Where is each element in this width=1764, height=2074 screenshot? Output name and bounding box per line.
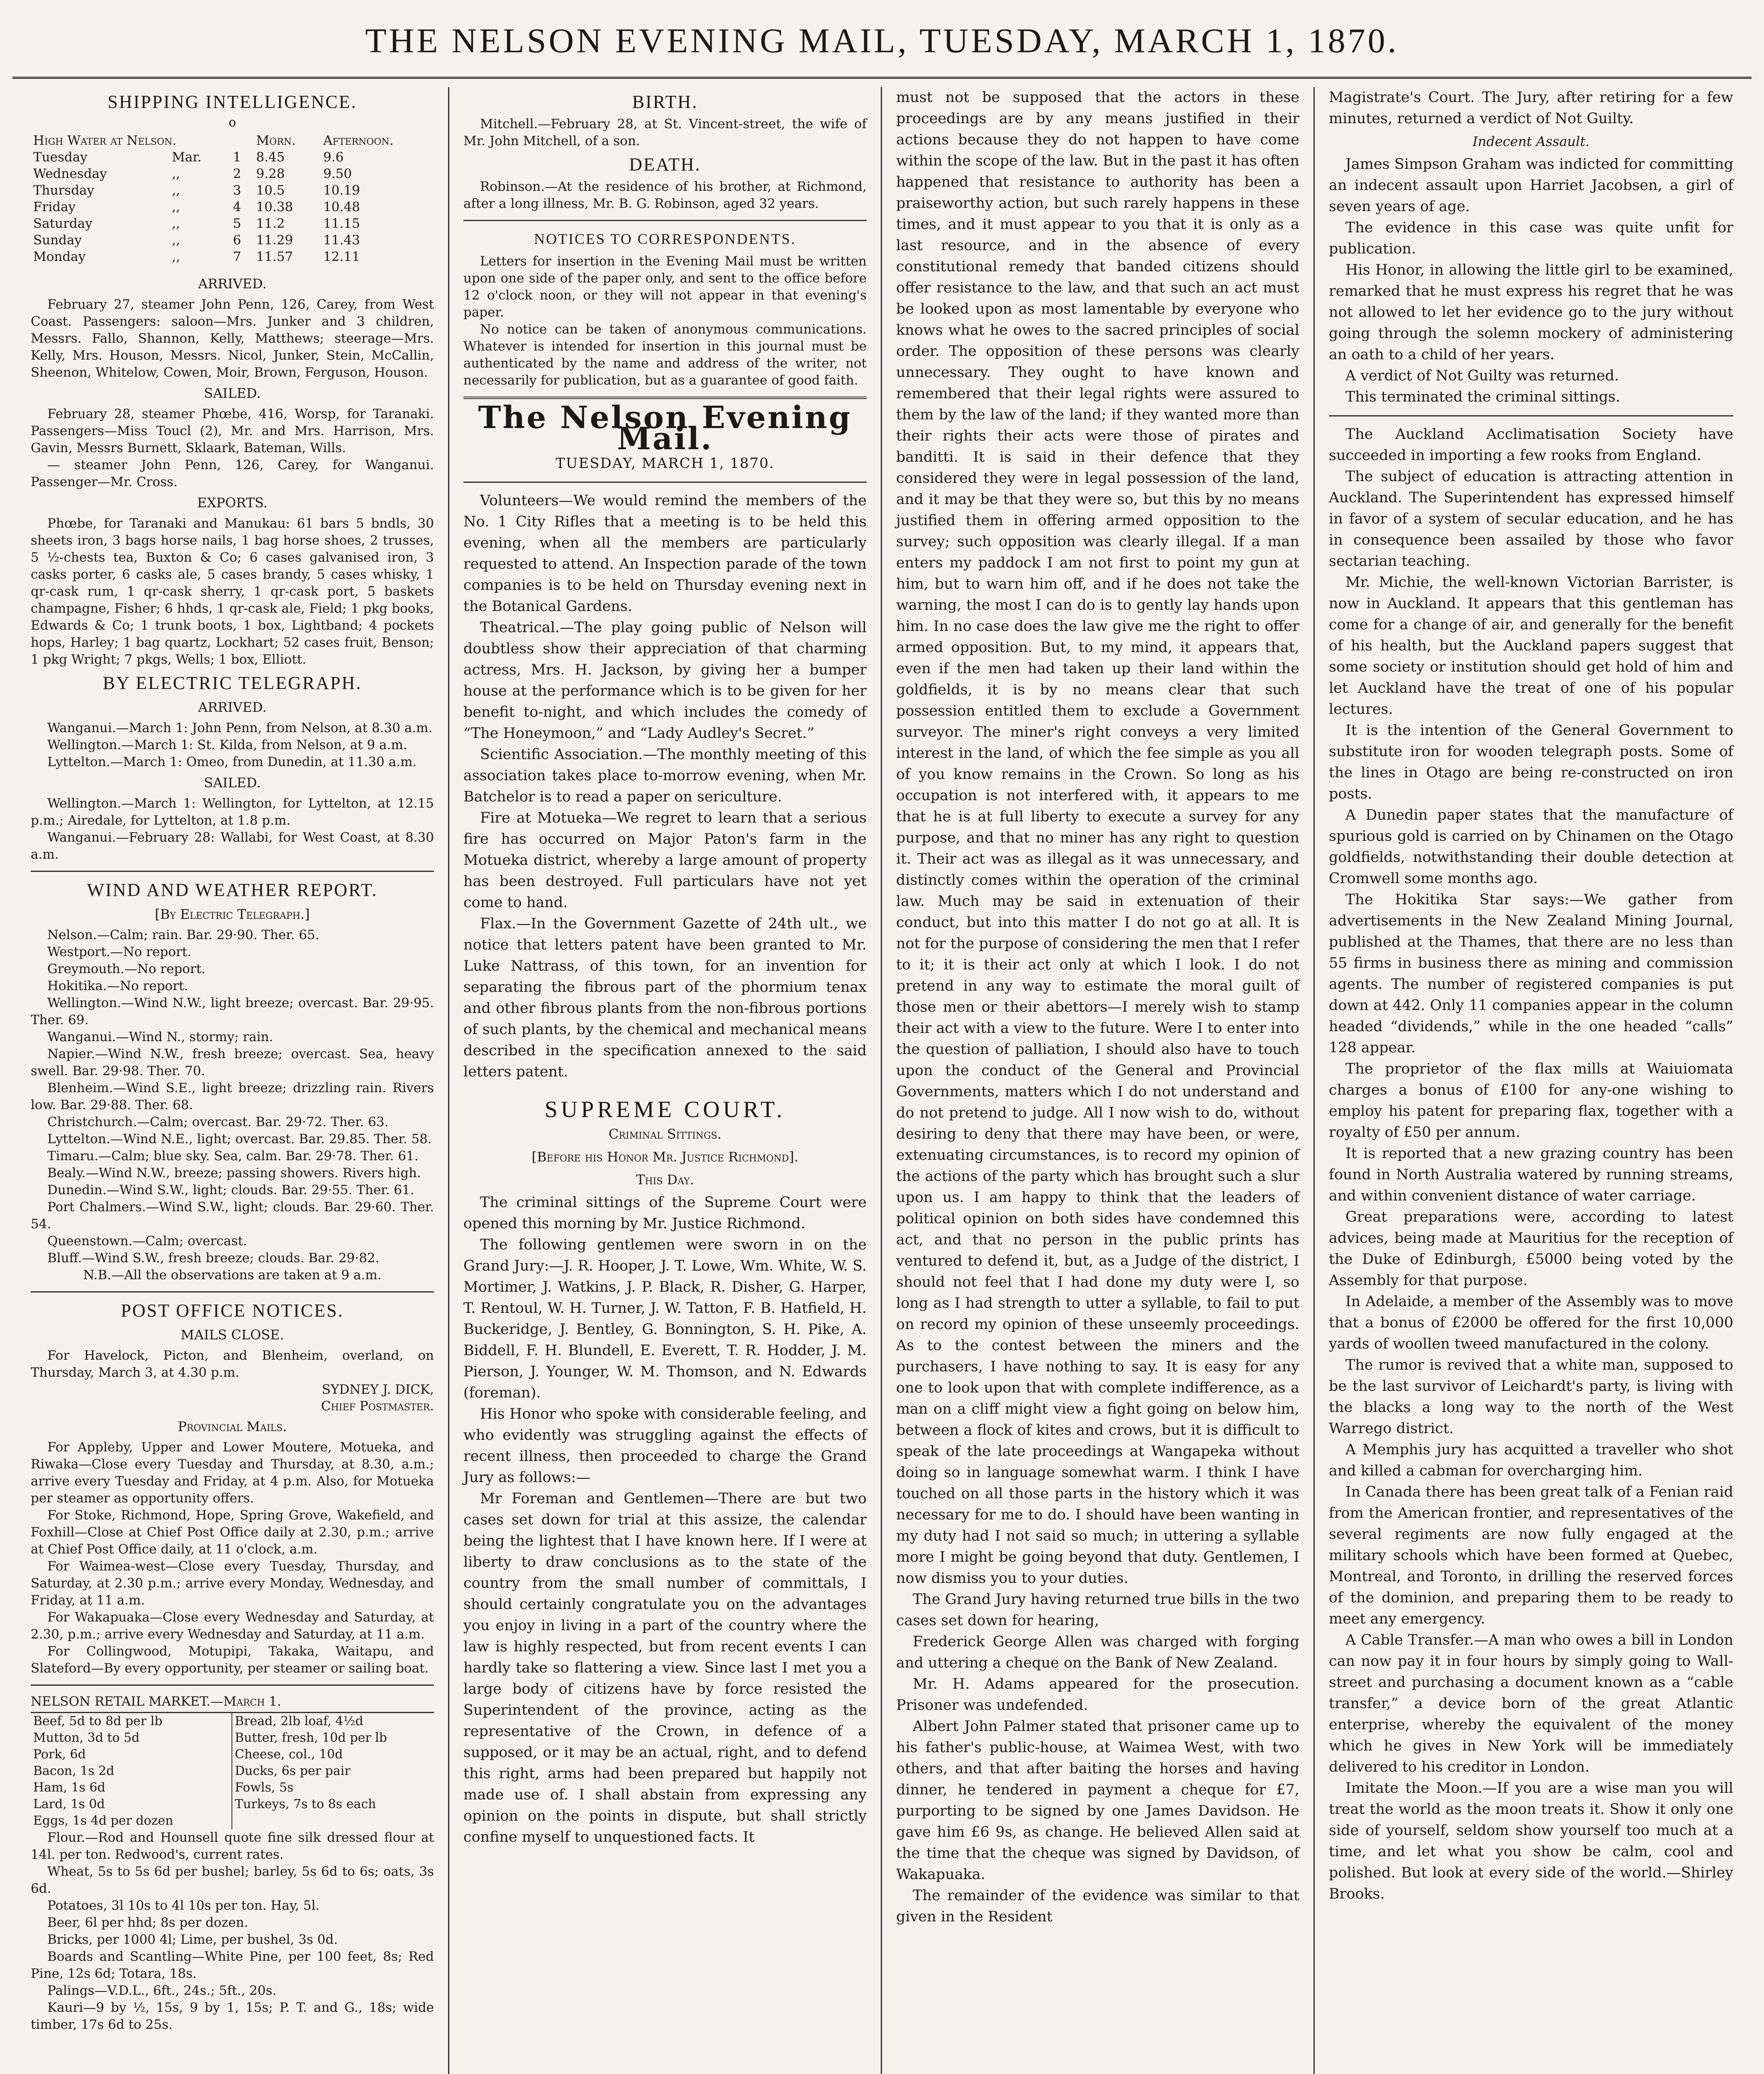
market-grid: [31, 1712, 434, 1829]
weather-entry: Wanganui.—Wind N., stormy; rain.: [47, 1030, 273, 1044]
masthead: THE NELSON EVENING MAIL, TUESDAY, MARCH 1, 1870.: [12, 17, 1752, 79]
notice-text: No notice can be taken of anonymous communications. Whatever is intended for insertion in this journal must be authenticated by the name and address of the writer, not necessarily for publication, but as a guarantee of good faith.: [463, 322, 867, 388]
news-item: Mr. Michie, the well-known Victorian Barrister, is now in Auckland. It appears that this gentleman has come for a change of air, and generally for the benefit of his health, but the Auckland papers suggest that some society or institution should get hold of him and let Auckland have the treat of one of his popular lectures.: [1329, 574, 1733, 718]
weather-entry: Nelson.—Calm; rain. Bar. 29·90. Ther. 65.: [47, 927, 319, 942]
court-paragraph: Magistrate's Court. The Jury, after retiring for a few minutes, returned a verdict of Not Guilty.: [1329, 89, 1733, 127]
tide-header-place: High Water at Nelson.: [33, 133, 177, 148]
column-1: [17, 87, 449, 2074]
market-note: Wheat, 5s to 5s 6d per bushel; barley, 5s 6d to 6s; oats, 3s 6d.: [31, 1864, 434, 1896]
weather-entry: Blenheim.—Wind S.E., light breeze; drizzling rain. Rivers low. Bar. 29·88. Ther. 68.: [31, 1081, 434, 1112]
sailed-label: SAILED.: [204, 385, 261, 401]
market-price: [232, 1813, 434, 1829]
arrived-text: February 27, steamer John Penn, 126, Carey, from West Coast. Passengers: saloon—Mrs. Junker and 3 children, Messrs. Fallo, Shannon, Kelly, Matthews; steerage—Mrs. Kelly, Mrs. Houson, Messrs. Nicol, Junker, Stein, McCallin, Sheenon, Whitelow, Cowen, Moir, Brown, Ferguson, Houson.: [31, 297, 434, 380]
paper-date: TUESDAY, MARCH 1, 1870.: [556, 455, 775, 472]
court-paragraph: James Simpson Graham was indicted for committing an indecent assault upon Harriet Jacobsen, a girl of seven years of age.: [1329, 156, 1733, 215]
telegraph-arrived-1: Wanganui.—March 1: John Penn, from Nelson, at 8.30 a.m.: [47, 721, 433, 735]
column-4: [1315, 87, 1747, 2074]
news-item: The rumor is revived that a white man, supposed to be the last survivor of Leichardt's party, is living with the blacks a long way to the north of the West Warrego district.: [1329, 1357, 1733, 1437]
table-row: Saturday ,, 5 11.2 11.15: [33, 216, 360, 231]
market-note: Boards and Scantling—White Pine, per 100 feet, 8s; Red Pine, 12s 6d; Totara, 18s.: [31, 1949, 434, 1981]
court-this-day: This Day.: [636, 1172, 694, 1188]
death-title: DEATH.: [629, 154, 701, 175]
news-item: Imitate the Moon.—If you are a wise man you will treat the world as the moon treats it. Show it only one side of yourself, seldom show yourself too much at a time, and let what you show be calm, cool and polished. But look at every side of the world.—Shirley Brooks.: [1329, 1780, 1733, 1902]
market-price: Pork, 6d: [31, 1746, 232, 1763]
weather-entry: Lyttelton.—Wind N.E., light; overcast. Bar. 29.85. Ther. 58.: [47, 1132, 432, 1147]
news-item: A Dunedin paper states that the manufacture of spurious gold is carried on by Chinamen on the Otago goldfields, notwithstanding their double detection at Cromwell some months ago.: [1329, 807, 1733, 887]
telegraph-title: BY ELECTRIC TELEGRAPH.: [102, 673, 362, 693]
court-paragraph: His Honor who spoke with considerable feeling, and who evidently was struggling against the effects of recent illness, then proceeded to charge the Grand Jury as follows:—: [463, 1406, 867, 1486]
postmaster-role: Chief Postmaster.: [321, 1399, 434, 1414]
news-item: It is reported that a new grazing country has been found in North Australia watered by running streams, and within convenient distance of water carriage.: [1329, 1145, 1733, 1204]
market-price: Mutton, 3d to 5d: [31, 1730, 232, 1746]
tide-header-afternoon: Afternoon.: [323, 133, 394, 148]
columns: [17, 87, 1747, 2074]
market-note: Beer, 6l per hhd; 8s per dozen.: [47, 1915, 249, 1930]
telegraph-arrived-3: Lyttelton.—March 1: Omeo, from Dunedin, at 11.30 a.m.: [47, 755, 417, 769]
table-row: Monday ,, 7 11.57 12.11: [33, 249, 360, 264]
post-item: For Waimea-west—Close every Tuesday, Thursday, and Saturday, at 2.30 p.m.; arrive every Monday, Wednesday, and Friday, at 11 a.m.: [31, 1559, 434, 1608]
court-paragraph: The following gentlemen were sworn in on the Grand Jury:—J. R. Hooper, J. T. Lowe, Wm. White, W. S. Mortimer, J. Watkins, J. P. Black, R. Disher, G. Harper, T. Rentoul, W. H. Turner, J. W. Tatton, F. B. Hatfield, H. Buckeridge, J. Bentley, G. Bonnington, S. H. Pike, A. Biddell, F. H. Blundell, E. Everett, T. R. Hodder, J. M. Pierson, J. Younger, W. M. Thomson, and N. Edwards (foreman).: [463, 1237, 867, 1401]
notices-title: NOTICES TO CORRESPONDENTS.: [534, 231, 796, 247]
court-paragraph: This terminated the criminal sittings.: [1345, 389, 1620, 405]
weather-entry: Timaru.—Calm; blue sky. Sea, calm. Bar. 29·78. Ther. 61.: [47, 1149, 419, 1164]
section-rule: [463, 397, 867, 399]
market-price: Lard, 1s 0d: [31, 1796, 232, 1813]
death-notice: Robinson.—At the residence of his brother, at Richmond, after a long illness, Mr. B. G. Robinson, aged 32 years.: [463, 179, 867, 211]
weather-title: WIND AND WEATHER REPORT.: [87, 880, 378, 900]
market-note: Potatoes, 3l 10s to 4l 10s per ton. Hay, 5l.: [47, 1898, 320, 1913]
mails-close-label: MAILS CLOSE.: [180, 1327, 284, 1343]
market-price: Ham, 1s 6d: [31, 1779, 232, 1796]
market-note: Kauri—9 by ½, 15s, 9 by 1, 15s; P. T. and G., 18s; wide timber, 17s 6d to 25s.: [31, 2000, 434, 2032]
weather-entry: Wellington.—Wind N.W., light breeze; overcast. Bar. 29·95. Ther. 69.: [31, 996, 434, 1027]
court-paragraph: Albert John Palmer stated that prisoner came up to his father's public-house, at Waimea West, with two others, and that after baiting the horses and having dinner, he tendered in payment a cheque for £7, purporting to be signed by one James Davidson. He gave him £6 9s, as change. He believed Allen said at the time that the cheque was signed by Davidson, of Wakapuaka.: [896, 1718, 1299, 1883]
table-row: Friday ,, 4 10.38 10.48: [33, 200, 360, 214]
post-item: For Collingwood, Motupipi, Takaka, Waitapu, and Slateford—By every opportunity, per steamer or sailing boat.: [31, 1644, 434, 1676]
court-paragraph: The Grand Jury having returned true bills in the two cases set down for hearing,: [896, 1591, 1299, 1629]
market-price: Eggs, 1s 4d per dozen: [31, 1813, 232, 1829]
shipping-title: SHIPPING INTELLIGENCE.: [107, 92, 357, 112]
divider: o: [228, 115, 236, 130]
news-flax: Flax.—In the Government Gazette of 24th ult., we notice that letters patent have been granted to Mr. Luke Nattrass, of this town, for an invention for separating the fibrous part of the phormium tenax and other fibrous plants from the non-fibrous portions of such plants, by the chemical and mechanical means described in the specification annexed to the said letters patent.: [463, 915, 867, 1080]
post-title: POST OFFICE NOTICES.: [121, 1300, 344, 1321]
court-paragraph: The criminal sittings of the Supreme Court were opened this morning by Mr. Justice Richmond.: [463, 1194, 867, 1232]
news-fire: Fire at Motueka—We regret to learn that a serious fire has occurred on Major Paton's farm in the Motueka district, whereby a large amount of property has been destroyed. Full particulars have not yet come to hand.: [463, 810, 867, 911]
court-paragraph: The remainder of the evidence was similar to that given in the Resident: [896, 1887, 1299, 1925]
weather-entry: Napier.—Wind N.W., fresh breeze; overcast. Sea, heavy swell. Bar. 29·98. Ther. 70.: [31, 1047, 434, 1078]
market-title: NELSON RETAIL MARKET.—March 1.: [31, 1694, 281, 1709]
news-item: A Memphis jury has acquitted a traveller who shot and killed a cabman for overcharging him.: [1329, 1441, 1733, 1479]
market-price: Fowls, 5s: [235, 1780, 294, 1795]
post-havelock: For Havelock, Picton, and Blenheim, overland, on Thursday, March 3, at 4.30 p.m.: [31, 1348, 434, 1380]
court-paragraph: Mr Foreman and Gentlemen—There are but two cases set down for trial at this assize, the calendar being the lightest that I have known here. If I were at liberty to draw conclusions as to the state of the country from the small number of committals, I should certainly congratulate you on the advantages you enjoy in living in a part of the country where the law is highly respected, but from recent events I can hardly take so flattering a view. Since last I met you a large body of citizens have by force resisted the Superintendent of the province, acting as the representative of the Crown, in defence of a supposed, or it may be an actual, right, and to defend this right, arms had been prepared but happily not made use of. I shall abstain from expressing any opinion on the points in dispute, but shall strictly confine myself to unquestioned facts. It: [463, 1490, 867, 1845]
postmaster-name: SYDNEY J. DICK,: [322, 1382, 434, 1397]
sailed-text-2: — steamer John Penn, 126, Carey, for Wanganui. Passenger—Mr. Cross.: [31, 458, 434, 489]
telegraph-arrived-label: ARRIVED.: [198, 699, 267, 715]
court-paragraph: His Honor, in allowing the little girl to be examined, remarked that he must express his regret that he was not allowed to let her evidence go to the jury without going through the solemn mockery of administering an oath to a child of her years.: [1329, 262, 1733, 363]
exports-text: Phœbe, for Taranaki and Manukau: 61 bars 5 bndls, 30 sheets iron, 3 bags horse nails, 1 bag horse shoes, 2 trusses, 5 ½-chests tea, Buxton & Co; 6 cases galvanised iron, 3 casks porter, 6 casks ale, 5 cases brandy, 5 cases whisky, 1 qr-cask rum, 1 qr-cask sherry, 1 qr-cask port, 5 baskets champagne, Fisher; 6 hhds, 1 qr-cask ale, Field; 1 pkg books, Edwards & Co; 1 trunk boots, 1 box, Lightband; 4 pockets hops, Harley; 1 bag quartz, Lockhart; 52 cases fruit, Benson; 1 pkg Wright; 7 pkgs, Wells; 1 box, Elliott.: [31, 516, 434, 667]
post-item: For Wakapuaka—Close every Wednesday and Saturday, at 2.30, p.m.; arrive every Wednesday and Saturday, at 11 a.m.: [31, 1610, 434, 1642]
weather-entry: Greymouth.—No report.: [47, 962, 206, 976]
telegraph-sailed-label: SAILED.: [204, 775, 261, 791]
court-paragraph: The evidence in this case was quite unfit for publication.: [1329, 219, 1733, 257]
tide-header-morn: Morn.: [256, 133, 296, 148]
court-paragraph: Frederick George Allen was charged with forging and uttering a cheque on the Bank of New Zealand.: [896, 1633, 1299, 1671]
arrived-label: ARRIVED.: [198, 276, 267, 292]
weather-entry: Dunedin.—Wind S.W., light; clouds. Bar. 29·55. Ther. 61.: [47, 1183, 414, 1198]
court-before: [Before his Honor Mr. Justice Richmond].: [531, 1149, 799, 1165]
news-item: The Auckland Acclimatisation Society have succeeded in importing a few rooks from England.: [1329, 426, 1733, 464]
post-item: For Stoke, Richmond, Hope, Spring Grove, Wakefield, and Foxhill—Close at Chief Post Office daily at 2.30, p.m.; arrive at Chief Post Office daily, at 11 o'clock, a.m.: [31, 1508, 434, 1557]
market-price: Bacon, 1s 2d: [31, 1763, 232, 1779]
weather-entry: Bluff.—Wind S.W., fresh breeze; clouds. Bar. 29·82.: [47, 1251, 380, 1266]
news-theatrical: Theatrical.—The play going public of Nelson will doubtless show their appreciation of that charming actress, Mrs. H. Jackson, by giving her a bumper house at the performance which is to be given for her benefit to-night, and which includes the comedy of “The Honeymoon,” and “Lady Audley's Secret.”: [463, 619, 867, 742]
section-rule: [463, 482, 867, 483]
weather-entry: Westport.—No report.: [47, 944, 192, 959]
weather-entry: Bealy.—Wind N.W., breeze; passing showers. Rivers high.: [47, 1166, 421, 1181]
column-2: [449, 87, 882, 2074]
market-price: Bread, 2lb loaf, 4½d: [235, 1714, 363, 1728]
weather-entry: Queenstown.—Calm; overcast.: [47, 1234, 247, 1249]
weather-entry: Christchurch.—Calm; overcast. Bar. 29·72. Ther. 63.: [47, 1115, 389, 1130]
market-price: Butter, fresh, 10d per lb: [235, 1731, 387, 1745]
table-row: Tuesday Mar. 1 8.45 9.6: [33, 150, 344, 165]
section-rule: [31, 1291, 434, 1293]
notice-text: Letters for insertion in the Evening Mail must be written upon one side of the paper only, and sent to the office before 12 o'clock noon, or they will not appear in that evening's paper.: [463, 254, 867, 320]
birth-notice: Mitchell.—February 28, at St. Vincent-street, the wife of Mr. John Mitchell, of a son.: [463, 117, 867, 148]
tide-table: [31, 132, 434, 265]
court-paragraph: A verdict of Not Guilty was returned.: [1345, 368, 1619, 384]
weather-subtitle: [By Electric Telegraph.]: [155, 906, 310, 922]
news-item: The Hokitika Star says:—We gather from advertisements in the New Zealand Mining Journal, published at the Thames, that there are no less than 55 firms in business there as mining and commission agents. The number of registered companies is put down at 442. Only 11 companies appear in the column headed “dividends,” while in the one headed “calls” 128 appear.: [1329, 891, 1733, 1056]
post-item: For Appleby, Upper and Lower Moutere, Motueka, and Riwaka—Close every Tuesday and Thursday, at 8.30, a.m.; arrive every Tuesday and Friday, at 4 p.m. Also, for Motueka per steamer as opportunity offers.: [31, 1440, 434, 1506]
court-title: SUPREME COURT.: [544, 1097, 786, 1122]
telegraph-sailed-2: Wanganui.—February 28: Wallabi, for West Coast, at 8.30 a.m.: [31, 830, 434, 862]
news-scientific: Scientific Association.—The monthly meeting of this association takes place to-morrow evening, when Mr. Batchelor is to read a paper on sericulture.: [463, 746, 867, 805]
market-price: Beef, 5d to 8d per lb: [31, 1713, 232, 1730]
indecent-title: Indecent Assault.: [1472, 134, 1590, 149]
table-row: Sunday ,, 6 11.29 11.43: [33, 233, 360, 248]
news-item: It is the intention of the General Government to substitute iron for wooden telegraph posts. Some of the lines in Otago are being re-constructed on iron posts.: [1329, 722, 1733, 802]
weather-note: N.B.—All the observations are taken at 9 a.m.: [83, 1268, 382, 1283]
section-rule: [31, 1685, 434, 1686]
news-item: Great preparations were, according to latest advices, being made at Mauritius for the reception of the Duke of Edinburgh, £5000 being voted by the Assembly for that purpose.: [1329, 1209, 1733, 1289]
market-price: Ducks, 6s per pair: [235, 1764, 351, 1778]
provincial-label: Provincial Mails.: [178, 1419, 287, 1434]
exports-label: EXPORTS.: [197, 495, 268, 511]
news-item: A Cable Transfer.—A man who owes a bill in London can now pay it in four hours by simply going to Wall-street and purchasing a document known as a “cable transfer,” a device born of the great Atlantic enterprise, whereby the equivalent of the money which he gives in New York will be immediately delivered to his creditor in London.: [1329, 1632, 1733, 1775]
market-note: Bricks, per 1000 4l; Lime, per bushel, 3s 0d.: [47, 1932, 338, 1947]
weather-entry: Hokitika.—No report.: [47, 979, 188, 993]
section-rule: [463, 220, 867, 221]
news-item: In Canada there has been great talk of a Fenian raid from the American frontier, and representatives of the several regiments are now fully engaged at the military schools which have been formed at Quebec, Montreal, and Toronto, in drilling the reserved forces of the dominion, and preparing them to be ready to meet any emergency.: [1329, 1484, 1733, 1627]
news-volunteers: Volunteers—We would remind the members of the No. 1 City Rifles that a meeting is to be held this evening, when all the members are particularly requested to attend. An Inspection parade of the town companies is to be held on Thursday evening next in the Botanical Gardens.: [463, 492, 867, 615]
market-note: Palings—V.D.L., 6ft., 24s.; 5ft., 20s.: [47, 1983, 277, 1998]
telegraph-arrived-2: Wellington.—March 1: St. Kilda, from Nelson, at 9 a.m.: [47, 738, 407, 752]
market-price: Cheese, col., 10d: [235, 1747, 343, 1762]
table-row: Thursday ,, 3 10.5 10.19: [33, 183, 360, 198]
court-paragraph: Mr. H. Adams appeared for the prosecution. Prisoner was undefended.: [896, 1676, 1299, 1714]
paper-title: The Nelson Evening Mail.: [478, 400, 852, 457]
news-item: In Adelaide, a member of the Assembly was to move that a bonus of £2000 be offered for the first 10,000 yards of woollen tweed manufactured in the colony.: [1329, 1293, 1733, 1352]
weather-entry: Port Chalmers.—Wind S.W., light; clouds. Bar. 29·60. Ther. 54.: [31, 1200, 434, 1232]
market-note: Flour.—Rod and Hounsell quote fine silk dressed flour at 14l. per ton. Redwood's, current rates.: [31, 1830, 434, 1862]
court-criminal: Criminal Sittings.: [608, 1126, 721, 1142]
telegraph-sailed-1: Wellington.—March 1: Wellington, for Lyttelton, at 12.15 p.m.; Airedale, for Lyttelton, at 1.8 p.m.: [31, 796, 434, 828]
section-rule: [31, 871, 434, 872]
section-rule: [1329, 415, 1733, 416]
market-price: Turkeys, 7s to 8s each: [235, 1797, 376, 1811]
news-item: The subject of education is attracting attention in Auckland. The Superintendent has expressed himself in favor of a system of secular education, and he has in consequence been assailed by those who favor sectarian teaching.: [1329, 468, 1733, 570]
birth-title: BIRTH.: [632, 92, 698, 112]
sailed-text-1: February 28, steamer Phœbe, 416, Worsp, for Taranaki. Passengers—Miss Toucl (2), Mr. and Mrs. Harrison, Mrs. Gavin, Messrs Burnett, Sklaark, Bateman, Wills.: [31, 407, 434, 455]
charge-continued: must not be supposed that the actors in these proceedings are by any means justified in their actions because they do not happen to have come within the scope of the law. But in the past it has often happened that resistance to authority has been a praiseworthy action, but such rarely happens in these times, and it must appear to you that it is only as a last resource, and in the absence of every constitutional remedy that banded citizens should offer resistance to the law, and that such an act must be looked upon as most lamentable by everyone who knows what he owes to the sacred principles of social order. The opposition of these persons was clearly unnecessary. They ought to have known and remembered that their legal rights were assured to them by the law of the land; if they wanted more than their rights their acts were those of pirates and banditti. It is said in their defence that they considered they were in legal possession of the land, and it may be that they were so, but this by no means justified them in offering armed opposition to the survey; such opposition was clearly illegal. If a man enters my paddock I am not first to point my gun at him, but to warn him off, and if he does not take the warning, the most I can do is to gently lay hands upon him. In no case does the law give me the right to offer armed opposition. But, to my mind, it appears that, even if the men had taken up their land within the goldfields, it is by no means clear that such possession entitled them to exclude a Government surveyor. The miner's right conveys a very limited interest in the land, of which the fee simple as you all of you know remains in the Crown. So long as his occupation is not interfered with, it appears to me that he is at full liberty to execute a survey for any purpose, and that no miner has any right to question it. Their act was as illegal as it was unnecessary, and distinctly comes within the operation of the criminal law. Much may be said in extenuation of their conduct, but into this matter I do not go at all. It is not for the purpose of considering the men that I refer to it; it is their act only at which I look. I do not pretend in any way to estimate the moral guilt of those men or their abettors—I merely wish to stamp their act with a view to the future. Were I to enter into the question of palliation, I should also have to touch upon the conduct of the General and Provincial Governments, matters which I do not understand and do not pretend to judge. All I now wish to do, without desiring to deny that there may have been, or were, extenuating circumstances, is to record my opinion of the actions of the party which has brought such a slur upon us. I am happy to think that the leaders of political opinion on both sides have condemned this act, and that no person in the public prints has ventured to defend it, but, as a Judge of the district, I should not feel that I had done my duty were I, so long as I had strength to utter a syllable, to fail to put on record my opinion of these unseemly proceedings. As to the contest between the miners and the purchasers, I have nothing to say. It is easy for any one to look upon that with complete indifference, as a man on a cliff might view a fight going on below him, between a flock of kites and crows, but it is difficult to speak of the late proceedings at Wangapeka without doing so in language somewhat warm. I think I have touched on all those parts in the history which it was necessary for me to do. I should have been wanting in my duty had I not said so much; in uttering a syllable more I might be going beyond that duty. Gentlemen, I now dismiss you to your duties.: [896, 89, 1299, 1587]
news-item: The proprietor of the flax mills at Waiuiomata charges a bonus of £100 for any-one wishing to employ his patent for preparing flax, together with a royalty of £50 per annum.: [1329, 1061, 1733, 1141]
table-row: Wednesday ,, 2 9.28 9.50: [33, 166, 352, 181]
column-3: [882, 87, 1315, 2074]
